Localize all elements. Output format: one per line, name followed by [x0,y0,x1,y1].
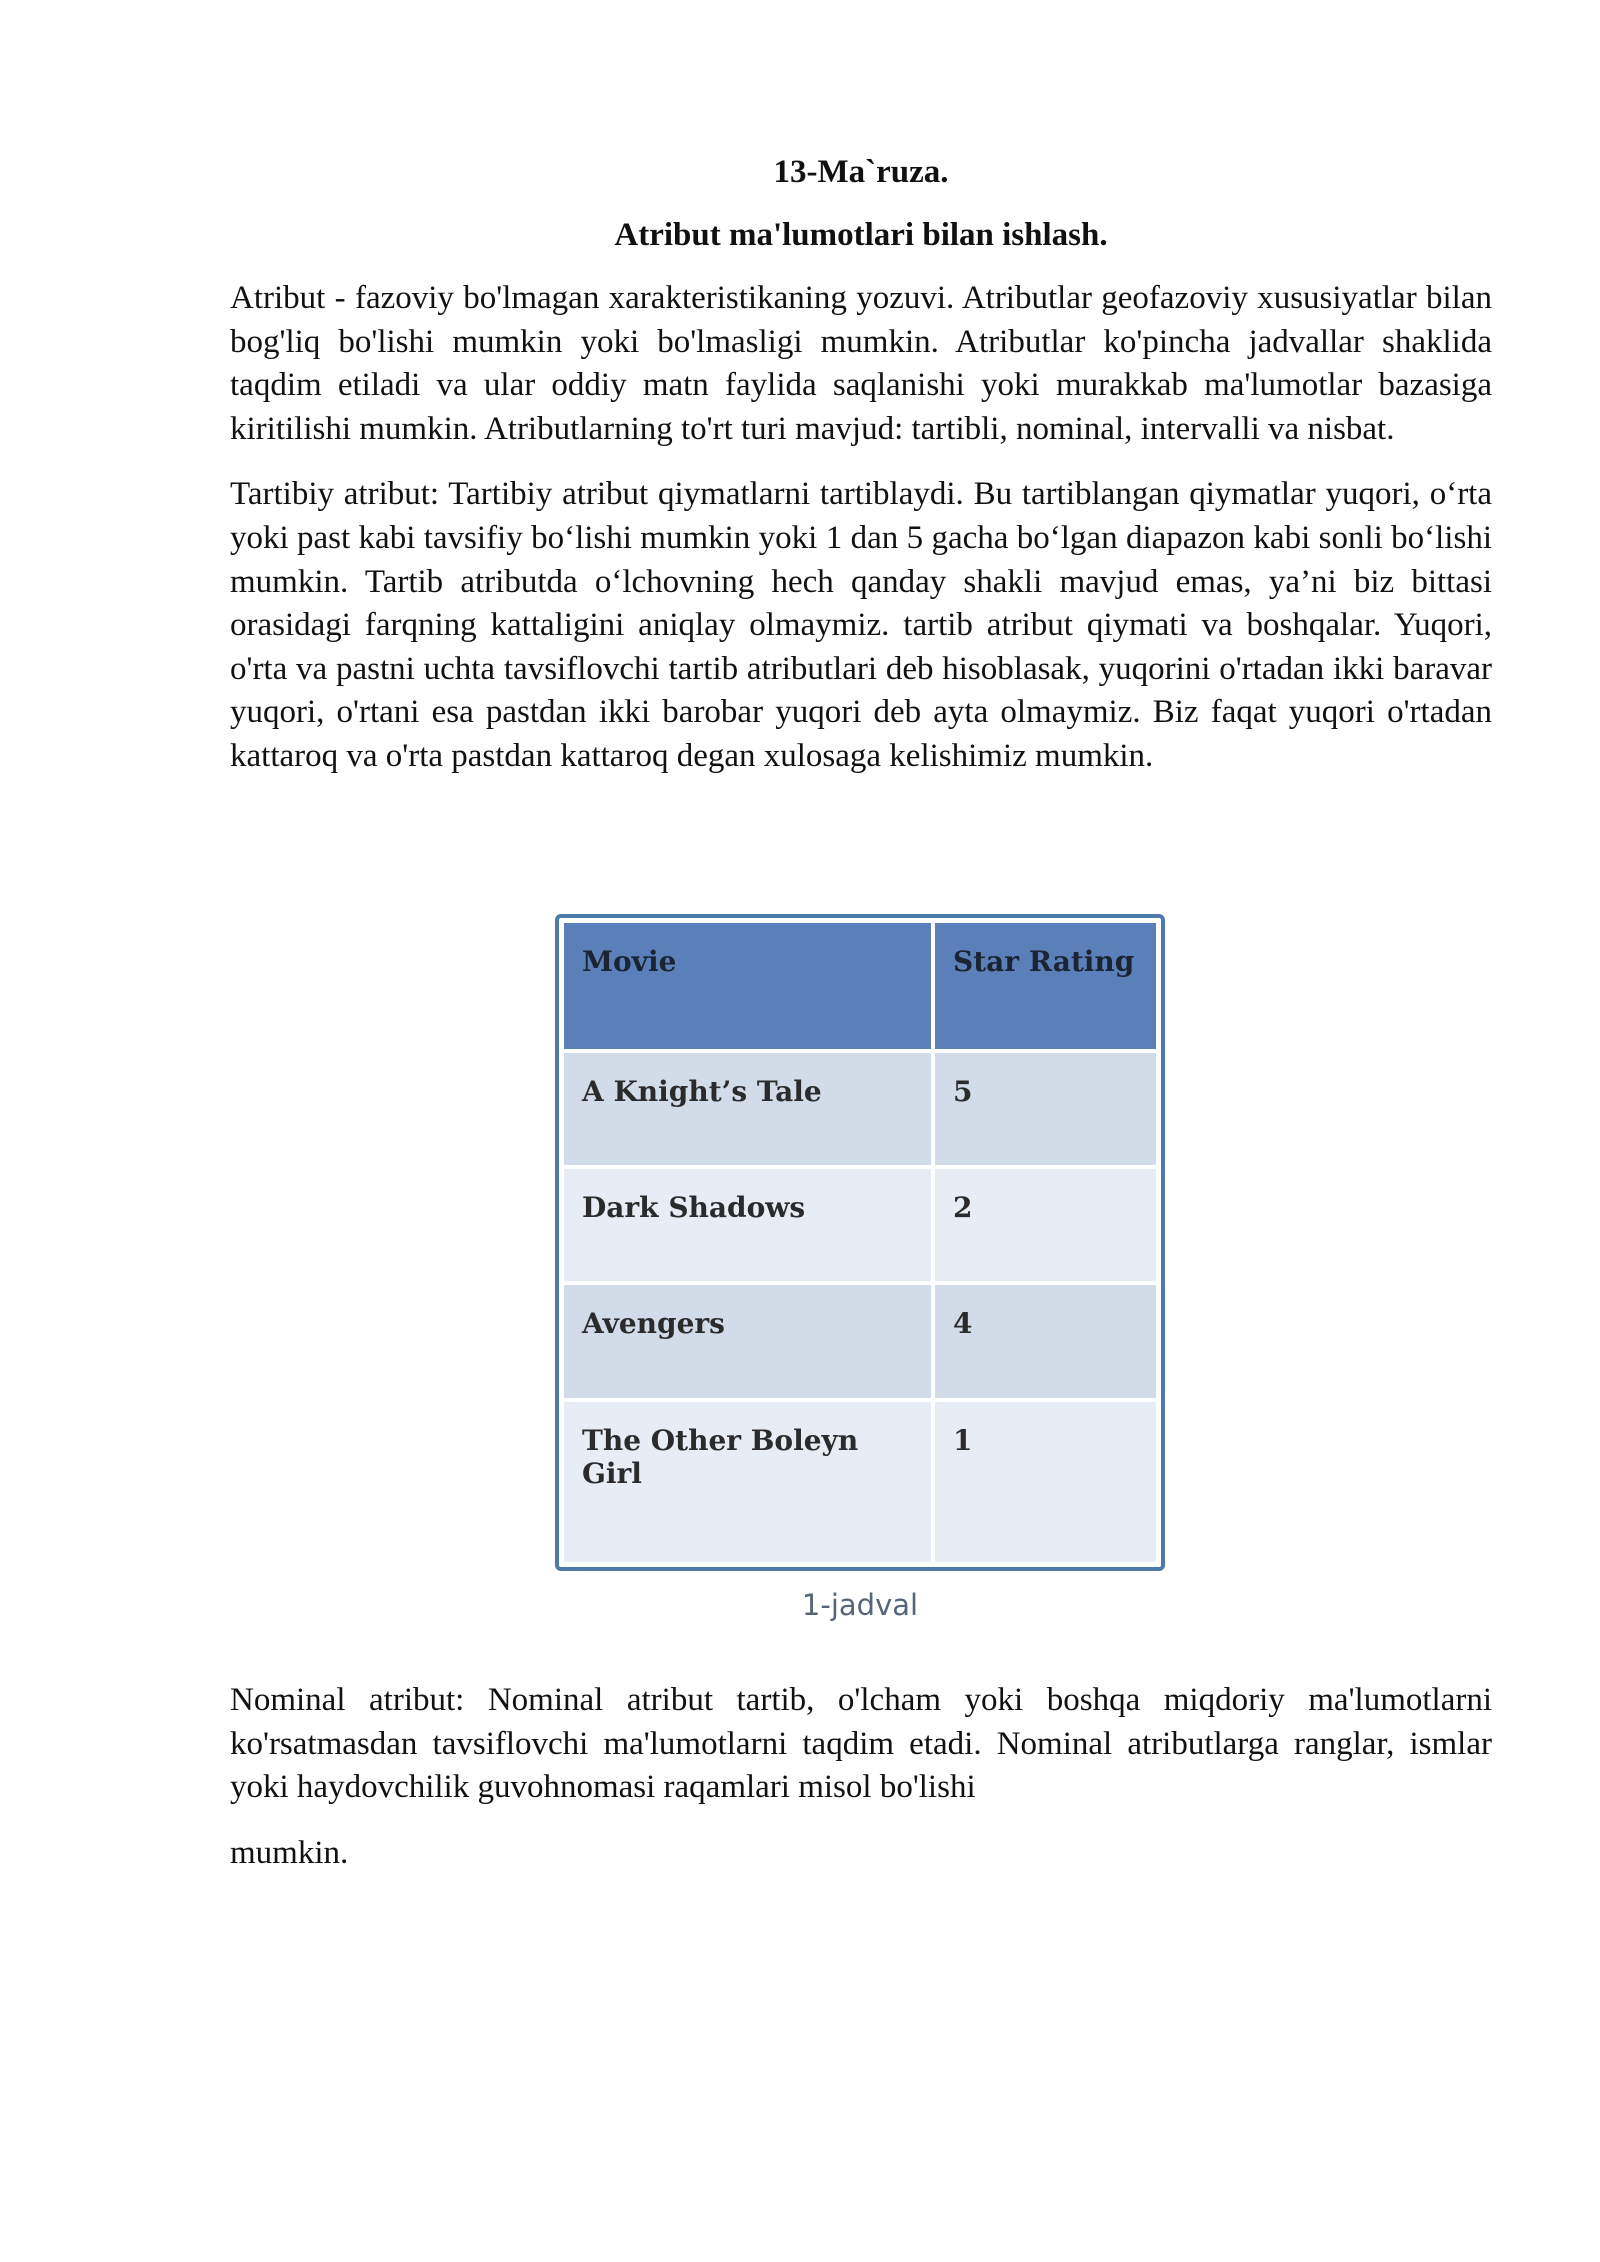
document-page [230,150,1492,779]
paragraph-continuation: mumkin. [230,1834,349,1871]
paragraph-nominal: Nominal atribut: Nominal atribut tartib, o'lcham yoki boshqa miqdoriy ma'lumotlarni ko'rsatmasdan tavsiflovchi ma'lumotlarni taqdim etadi. Nominal atributlarga ranglar, ismlar yoki haydovchilik guvohnomasi raqamlari misol bo'lishi [230,1682,1492,1806]
cell-rating: 2 [935,1169,1156,1281]
table-row [564,1053,1156,1165]
cell-movie: Dark Shadows [564,1169,931,1281]
table-header-row [564,923,1156,1049]
lecture-number: 13-Ma`ruza. [773,154,949,190]
column-header-movie: Movie [564,923,931,1049]
cell-movie: Avengers [564,1285,931,1397]
column-header-star-rating: Star Rating [935,923,1156,1049]
movies-table-frame [555,914,1165,1571]
table-row [564,1285,1156,1397]
cell-movie: The Other Boleyn Girl [564,1402,931,1562]
paragraph-ordinal: Tartibiy atribut: Tartibiy atribut qiymatlarni tartiblaydi. Bu tartiblangan qiymatlar yuqori, o‘rta yoki past kabi tavsifiy bo‘lishi mumkin yoki 1 dan 5 gacha bo‘lgan diapazon kabi sonli bo‘lishi mumkin. Tartib atributda o‘lchovning hech qanday shakli mavjud emas, ya’ni biz bittasi orasidagi farqning kattaligini aniqlay olmaymiz. tartib atribut qiymati va boshqalar. Yuqori, o'rta va pastni uchta tavsiflovchi tartib atributlari deb hisoblasak, yuqorini o'rtadan ikki baravar yuqori, o'rtani esa pastdan ikki barobar yuqori deb ayta olmaymiz. Biz faqat yuqori o'rtadan kattaroq va o'rta pastdan kattaroq degan xulosaga kelishimiz mumkin. [230,476,1492,774]
paragraph-intro: Atribut - fazoviy bo'lmagan xarakteristikaning yozuvi. Atributlar geofazoviy xususiyatlar bilan bog'liq bo'lishi mumkin yoki bo'lmasligi mumkin. Atributlar ko'pincha jadvallar shaklida taqdim etiladi va ular oddiy matn faylida saqlanishi yoki murakkab ma'lumotlar bazasiga kiritilishi mumkin. Atributlarning to'rt turi mavjud: tartibli, nominal, intervalli va nisbat. [230,280,1492,447]
cell-rating: 4 [935,1285,1156,1397]
cell-rating: 1 [935,1402,1156,1562]
cell-rating: 5 [935,1053,1156,1165]
table-caption: 1-jadval [801,1588,919,1622]
table-row [564,1402,1156,1562]
movies-table [560,919,1160,1566]
table-row [564,1169,1156,1281]
cell-movie: A Knight’s Tale [564,1053,931,1165]
document-lower-section [230,1679,1492,1875]
page-title: Atribut ma'lumotlari bilan ishlash. [614,217,1108,253]
